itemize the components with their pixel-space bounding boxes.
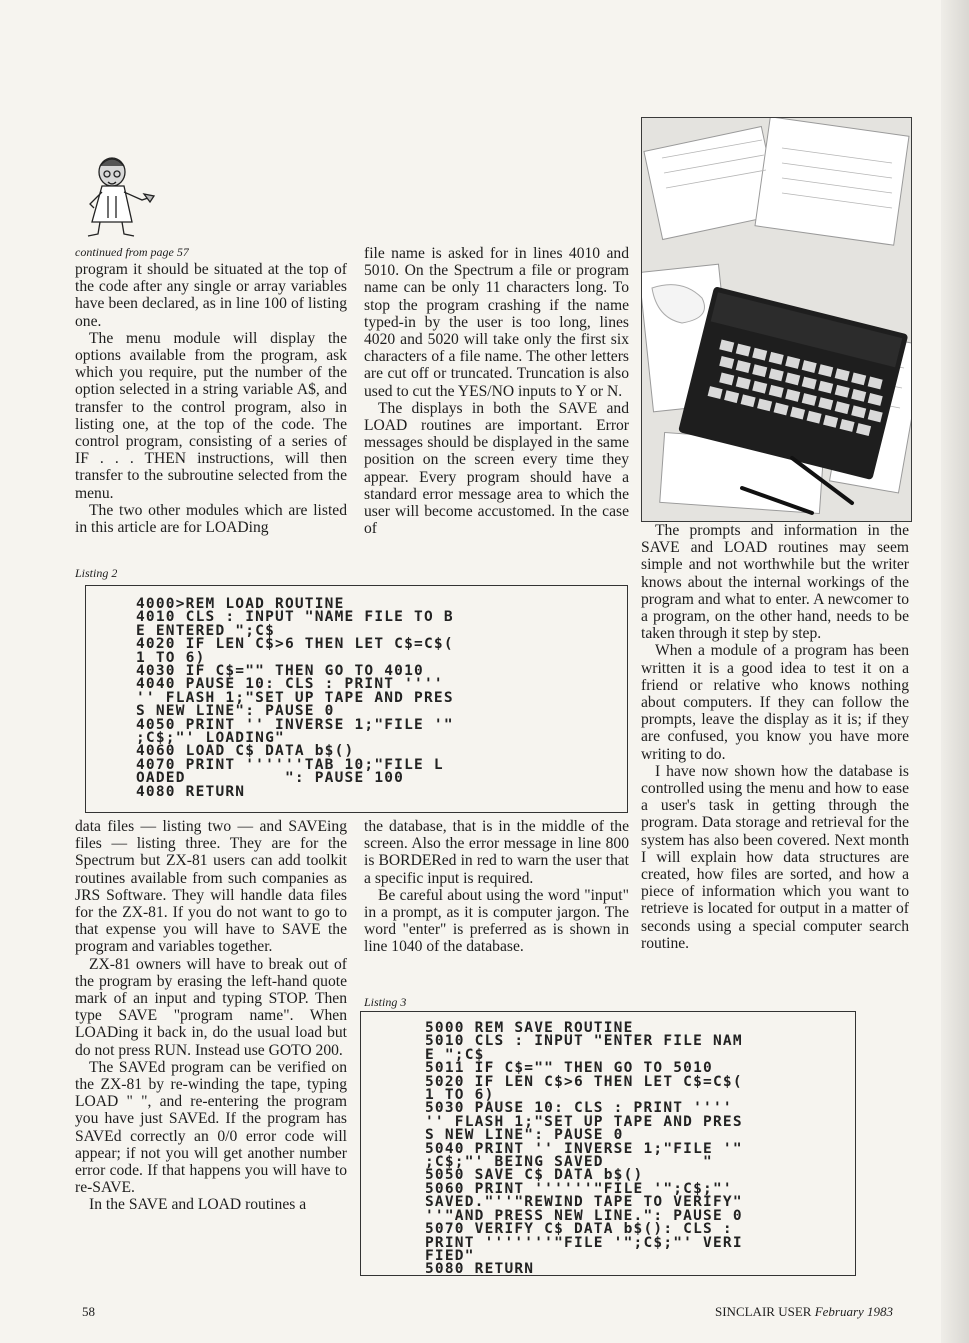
code-line: 5030 PAUSE 10: CLS : PRINT '''' xyxy=(425,1100,733,1117)
professor-mascot-illustration xyxy=(78,152,160,238)
page-edge-shadow xyxy=(941,0,969,1343)
code-line: 5080 RETURN xyxy=(425,1261,535,1276)
code-line: PRINT '''''''"FILE '";C$;"' VERI xyxy=(425,1234,743,1251)
listing-2-code-box xyxy=(85,585,628,813)
code-line: '' FLASH 1;"SET UP TAPE AND PRES xyxy=(136,689,454,706)
code-line: 1 TO 6) xyxy=(425,1087,495,1104)
code-line: ;C$;"' LOADING" xyxy=(136,730,285,747)
paragraph: ZX-81 owners will have to break out of the program by erasing the left-hand quote mark of an input and typing STOP. Then type SAVE "program name". When LOADing it back in, do the usual load but do not press RUN. Instead use GOTO 200. xyxy=(75,955,347,1059)
code-line: 5060 PRINT ''''''"FILE '";C$;"' xyxy=(425,1180,733,1197)
code-line: 4010 CLS : INPUT "NAME FILE TO B xyxy=(136,609,454,626)
paragraph: data files — listing two — and SAVEing files — listing three. They are for the Spectrum but ZX-81 users can add toolkit routines available from such companies as JRS Software. They will handle data files for the ZX-81. If you do not want to go to that expense you will have to SAVE the program and variables together. xyxy=(75,818,347,956)
paragraph: the database, that is in the middle of the screen. Also the error message in line 800 is BORDERed in red to warn the user that a specific input is required. xyxy=(364,818,629,887)
code-line: E ";C$ xyxy=(425,1046,485,1063)
magazine-name: SINCLAIR USER xyxy=(715,1304,812,1319)
code-line: FIED" xyxy=(425,1247,475,1264)
issue-date: February 1983 xyxy=(814,1304,894,1319)
listing-3-caption: Listing 3 xyxy=(364,995,407,1009)
code-line: 5070 VERIFY C$ DATA b$(): CLS : xyxy=(425,1221,733,1238)
code-line: 1 TO 6) xyxy=(136,649,206,666)
listing-3-code-box xyxy=(360,1011,856,1276)
code-line: 4030 IF C$="" THEN GO TO 4010 xyxy=(136,663,424,680)
page-number: 58 xyxy=(82,1304,95,1319)
code-line: 4020 IF LEN C$>6 THEN LET C$=C$( xyxy=(136,636,454,653)
column-1-top xyxy=(75,261,347,561)
code-line: 4080 RETURN xyxy=(136,783,246,800)
paragraph: The displays in both the SAVE and LOAD routines are important. Error messages should be displayed in the same position on the screen every time they appear. Every program should have a standard error message area to which the user will become accustomed. In the case of xyxy=(364,399,629,538)
code-line: 4070 PRINT ''''''TAB 10;"FILE L xyxy=(136,756,444,773)
listing-3-code xyxy=(425,1022,855,1276)
code-line: S NEW LINE": PAUSE 0 xyxy=(425,1127,624,1144)
code-line: 5040 PRINT '' INVERSE 1;"FILE '" xyxy=(425,1140,743,1157)
code-line: 5000 REM SAVE ROUTINE xyxy=(425,1020,634,1036)
column-1-bottom xyxy=(75,818,347,1280)
code-line: 5050 SAVE C$ DATA b$() xyxy=(425,1167,644,1184)
code-line: ;C$;"' BEING SAVED " xyxy=(425,1154,713,1171)
code-line: E ENTERED ";C$ xyxy=(136,622,276,639)
listing-2-caption: Listing 2 xyxy=(75,566,118,580)
code-line: OADED ": PAUSE 100 xyxy=(136,770,405,787)
paragraph: I have now shown how the database is controlled using the menu and how to ease a user's task in getting through the program. Data storage and retrieval for the system has also been covered. Next month I will explain how data structures are created, how files are sorted, and how a piece of information which you want to retrieve is located for output in a matter of seconds using a special computer search routine. xyxy=(641,762,909,952)
paragraph: When a module of a program has been written it is a good idea to test it on a friend or relative who knows nothing about computers. If they can follow the prompts, leave the display as it is; if they are confused, you know you have more writing to do. xyxy=(641,642,909,763)
code-line: 5010 CLS : INPUT "ENTER FILE NAM xyxy=(425,1033,743,1050)
code-line: 5020 IF LEN C$>6 THEN LET C$=C$( xyxy=(425,1073,743,1090)
column-2-bottom xyxy=(364,818,629,996)
code-line: 4050 PRINT '' INVERSE 1;"FILE '" xyxy=(136,716,454,733)
code-line: SAVED."''"REWIND TAPE TO VERIFY" xyxy=(425,1194,743,1211)
paragraph: file name is asked for in lines 4010 and 5010. On the Spectrum a file or program name can be only 11 characters long. To stop the program crashing if the name typed-in by the user is too long, lines 4020 and 5020 will take only the first six characters of a file name. The other letters are cut off or truncated. Truncation is also used to cut the YES/NO inputs to Y or N. xyxy=(364,245,629,400)
code-line: '' FLASH 1;"SET UP TAPE AND PRES xyxy=(425,1113,743,1130)
code-line: ''"AND PRESS NEW LINE.": PAUSE 0 xyxy=(425,1207,743,1224)
code-line: 4000>REM LOAD ROUTINE xyxy=(136,596,345,612)
paragraph: The two other modules which are listed in this article are for LOADing xyxy=(75,501,347,537)
listing-2-code xyxy=(136,598,627,799)
paragraph: The SAVEd program can be verified on the ZX-81 by re-winding the tape, typing LOAD " ", and re-entering the program you have just SAVEd. If the program has SAVEd correctly an 0/0 error code will appear; if not you will get another number error code. If that happens you will have to re-SAVE. xyxy=(75,1058,347,1197)
paragraph: Be careful about using the word "input" in a prompt, as it is computer jargon. The word "enter" is preferred as is shown in line 1040 of the database. xyxy=(364,886,629,956)
code-line: S NEW LINE": PAUSE 0 xyxy=(136,703,335,720)
code-line: 4040 PAUSE 10: CLS : PRINT '''' xyxy=(136,676,444,693)
column-3 xyxy=(641,522,909,1008)
paragraph: The prompts and information in the SAVE and LOAD routines may seem simple and not worthwhile but the writer knows about the internal workings of the program and what to enter. A newcomer to a program, on the other hand, needs to be taken through it step by step. xyxy=(641,522,909,643)
paragraph: In the SAVE and LOAD routines a xyxy=(89,1196,307,1214)
paragraph: The menu module will display the options available from the program, ask which you require, put the number of the option selected in a string variable A$, and transfer to the control program, also in listing one, at the top of the code. The control program, consisting of a series of IF . . . THEN instructions, will then transfer to the subroutine selected from the menu. xyxy=(75,329,347,502)
column-2-top xyxy=(364,245,629,581)
paragraph: program it should be situated at the top of the code after any single or array variables have been declared, as in line 100 of listing one. xyxy=(75,261,347,330)
code-line: 5011 IF C$="" THEN GO TO 5010 xyxy=(425,1060,713,1077)
code-line: 4060 LOAD C$ DATA b$() xyxy=(136,743,355,760)
continued-from-note: continued from page 57 xyxy=(75,245,189,259)
magazine-footer xyxy=(715,1304,893,1320)
zx81-computer-photo xyxy=(641,117,912,522)
